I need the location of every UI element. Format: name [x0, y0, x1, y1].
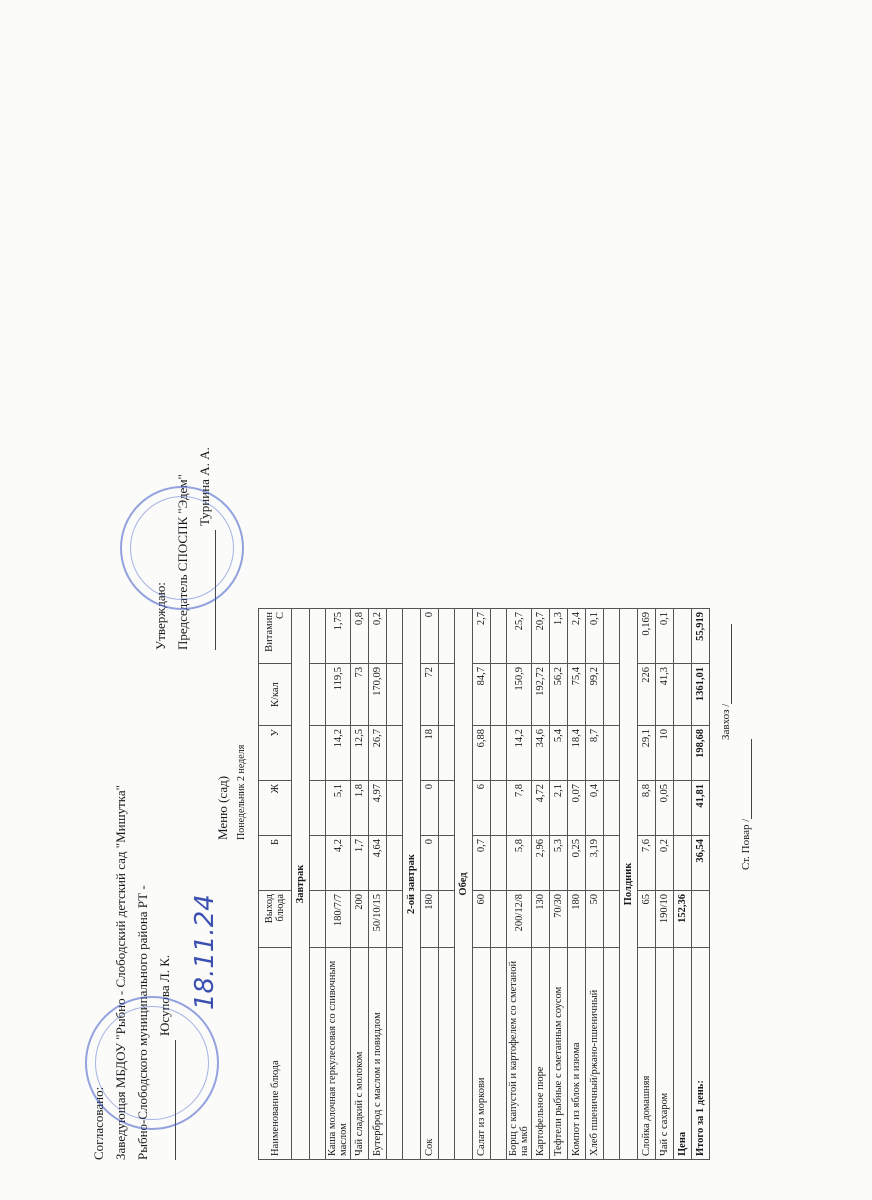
- empty-cell: [387, 609, 403, 664]
- carbs-cell: 10: [656, 726, 674, 781]
- fat-cell: 4,97: [369, 781, 387, 836]
- fat-cell: 8,8: [638, 781, 656, 836]
- table-row: [586, 609, 604, 1160]
- approval-right-position: Председатель СПОСПК "Эдем": [175, 474, 190, 650]
- protein-cell: 4,64: [369, 836, 387, 891]
- empty-cell: [387, 781, 403, 836]
- approval-left-title: Согласовано:: [91, 1086, 106, 1160]
- col-header-vitamin-c: Витамин С: [259, 609, 292, 664]
- table-row: [326, 609, 351, 1160]
- fat-cell: [674, 781, 692, 836]
- vitamin-c-cell: 2,7: [473, 609, 491, 664]
- vitamin-c-cell: 55,919: [692, 609, 710, 664]
- empty-cell: [604, 609, 620, 664]
- fat-cell: 7,8: [507, 781, 532, 836]
- blank-row: [310, 609, 326, 1160]
- empty-cell: [439, 891, 455, 948]
- col-header-protein: Б: [259, 836, 292, 891]
- dish-name: Чай сладкий с молоком: [351, 948, 369, 1160]
- footer-zavhoz-label: Завхоз: [720, 709, 732, 740]
- price-row: [674, 609, 692, 1160]
- section-row: [403, 609, 421, 1160]
- approval-right-title: Утверждаю:: [153, 582, 168, 650]
- dish-output: 50: [586, 891, 604, 948]
- empty-cell: [491, 948, 507, 1160]
- dish-name: Салат из моркови: [473, 948, 491, 1160]
- carbs-cell: 29,1: [638, 726, 656, 781]
- dish-name: Бутерброд с маслом и повидлом: [369, 948, 387, 1160]
- carbs-cell: [674, 726, 692, 781]
- empty-cell: [604, 726, 620, 781]
- empty-cell: [491, 836, 507, 891]
- kcal-cell: 75,4: [568, 664, 586, 726]
- table-row: [421, 609, 439, 1160]
- empty-cell: [387, 948, 403, 1160]
- empty-cell: [439, 664, 455, 726]
- kcal-cell: 119,5: [326, 664, 351, 726]
- vitamin-c-cell: 2,4: [568, 609, 586, 664]
- dish-name: Хлеб пшеничный/ржано-пшеничный: [586, 948, 604, 1160]
- menu-table-body: [292, 609, 710, 1160]
- menu-document: [80, 370, 800, 1170]
- section-title: 2-ой завтрак: [403, 609, 421, 1160]
- empty-cell: [387, 891, 403, 948]
- table-row: [568, 609, 586, 1160]
- vitamin-c-cell: 25,7: [507, 609, 532, 664]
- kcal-cell: [674, 664, 692, 726]
- fat-cell: 2,1: [550, 781, 568, 836]
- vitamin-c-cell: 1,3: [550, 609, 568, 664]
- dish-output: 50/10/15: [369, 891, 387, 948]
- dish-output: 180/7/7: [326, 891, 351, 948]
- protein-cell: 3,19: [586, 836, 604, 891]
- kcal-cell: 150,9: [507, 664, 532, 726]
- empty-cell: [310, 836, 326, 891]
- protein-cell: 0,2: [656, 836, 674, 891]
- dish-name: Компот из яблок и изюма: [568, 948, 586, 1160]
- kcal-cell: 73: [351, 664, 369, 726]
- table-row: [369, 609, 387, 1160]
- empty-cell: [387, 664, 403, 726]
- empty-cell: [491, 609, 507, 664]
- table-header-row: [259, 609, 292, 1160]
- kcal-cell: 41,3: [656, 664, 674, 726]
- empty-cell: [604, 891, 620, 948]
- dish-output: 65: [638, 891, 656, 948]
- col-header-name: Наименование блюда: [259, 948, 292, 1160]
- empty-cell: [491, 781, 507, 836]
- dish-output: 200/12/8: [507, 891, 532, 948]
- dish-output: [692, 891, 710, 948]
- empty-cell: [491, 726, 507, 781]
- signature-line: [731, 624, 732, 704]
- carbs-cell: 198,68: [692, 726, 710, 781]
- carbs-cell: 26,7: [369, 726, 387, 781]
- dish-output: 152,36: [674, 891, 692, 948]
- empty-cell: [439, 836, 455, 891]
- fat-cell: 5,1: [326, 781, 351, 836]
- section-row: [292, 609, 310, 1160]
- vitamin-c-cell: [674, 609, 692, 664]
- dish-name: Слойка домашняя: [638, 948, 656, 1160]
- empty-cell: [604, 664, 620, 726]
- empty-cell: [387, 836, 403, 891]
- menu-week: Понедельник 2 неделя: [236, 744, 247, 840]
- footer-cook: Ст. Повар /: [740, 735, 752, 870]
- carbs-cell: 18: [421, 726, 439, 781]
- empty-cell: [310, 609, 326, 664]
- table-row: [532, 609, 550, 1160]
- empty-cell: [439, 609, 455, 664]
- table-row: [507, 609, 532, 1160]
- col-header-carbs: У: [259, 726, 292, 781]
- fat-cell: 4,72: [532, 781, 550, 836]
- section-row: [455, 609, 473, 1160]
- section-row: [620, 609, 638, 1160]
- protein-cell: 1,7: [351, 836, 369, 891]
- col-header-kcal: К/кал: [259, 664, 292, 726]
- kcal-cell: 84,7: [473, 664, 491, 726]
- fat-cell: 41,81: [692, 781, 710, 836]
- empty-cell: [310, 664, 326, 726]
- kcal-cell: 170,09: [369, 664, 387, 726]
- approval-left-position: Заведующая МБДОУ "Рыбно - Слободский детский сад "Мишутка": [113, 785, 128, 1160]
- kcal-cell: 56,2: [550, 664, 568, 726]
- approval-right-signer: Турнина А. А.: [197, 447, 212, 526]
- dish-output: 190/10: [656, 891, 674, 948]
- empty-cell: [310, 891, 326, 948]
- vitamin-c-cell: 0,169: [638, 609, 656, 664]
- table-row: [473, 609, 491, 1160]
- section-title: Полдник: [620, 609, 638, 1160]
- kcal-cell: 72: [421, 664, 439, 726]
- blank-row: [491, 609, 507, 1160]
- menu-table: [258, 608, 710, 1160]
- empty-cell: [604, 948, 620, 1160]
- carbs-cell: 14,2: [326, 726, 351, 781]
- empty-cell: [604, 836, 620, 891]
- protein-cell: 0,25: [568, 836, 586, 891]
- protein-cell: 36,54: [692, 836, 710, 891]
- protein-cell: 5,3: [550, 836, 568, 891]
- dish-name: Чай с сахаром: [656, 948, 674, 1160]
- carbs-cell: 34,6: [532, 726, 550, 781]
- vitamin-c-cell: 0: [421, 609, 439, 664]
- dish-output: 130: [532, 891, 550, 948]
- total-row: [692, 609, 710, 1160]
- dish-output: 180: [421, 891, 439, 948]
- carbs-cell: 8,7: [586, 726, 604, 781]
- vitamin-c-cell: 0,8: [351, 609, 369, 664]
- fat-cell: 1,8: [351, 781, 369, 836]
- carbs-cell: 12,5: [351, 726, 369, 781]
- empty-cell: [439, 781, 455, 836]
- fat-cell: 0,07: [568, 781, 586, 836]
- protein-cell: 5,8: [507, 836, 532, 891]
- protein-cell: 7,6: [638, 836, 656, 891]
- approval-left-district: Рыбно-Слободского муниципального района РТ -: [135, 885, 150, 1160]
- dish-output: 180: [568, 891, 586, 948]
- fat-cell: 0,05: [656, 781, 674, 836]
- protein-cell: 0,7: [473, 836, 491, 891]
- fat-cell: 0,4: [586, 781, 604, 836]
- menu-title: Меню (сад): [215, 775, 230, 840]
- dish-name: Борщ с капустой и картофелем со сметаной на мкб: [507, 948, 532, 1160]
- kcal-cell: 1361,01: [692, 664, 710, 726]
- dish-name: Каша молочная геркулесовая со сливочным маслом: [326, 948, 351, 1160]
- dish-output: 60: [473, 891, 491, 948]
- vitamin-c-cell: 0,1: [656, 609, 674, 664]
- dish-name: Картофельное пюре: [532, 948, 550, 1160]
- vitamin-c-cell: 0,1: [586, 609, 604, 664]
- vitamin-c-cell: 20,7: [532, 609, 550, 664]
- empty-cell: [439, 726, 455, 781]
- fat-cell: 6: [473, 781, 491, 836]
- carbs-cell: 14,2: [507, 726, 532, 781]
- round-seal-right: [120, 486, 244, 610]
- empty-cell: [491, 664, 507, 726]
- empty-cell: [491, 891, 507, 948]
- empty-cell: [604, 781, 620, 836]
- signature-line: [751, 739, 752, 819]
- approval-left-signer: Юсупова Л. К.: [157, 954, 172, 1036]
- dish-name: Итого за 1 день:: [692, 948, 710, 1160]
- handwritten-date: 18.11.24: [190, 894, 220, 1010]
- col-header-output: Выход блюда: [259, 891, 292, 948]
- dish-name: Сок: [421, 948, 439, 1160]
- table-row: [656, 609, 674, 1160]
- fat-cell: 0: [421, 781, 439, 836]
- footer-zavhoz: Завхоз /: [720, 620, 732, 740]
- section-title: Завтрак: [292, 609, 310, 1160]
- section-title: Обед: [455, 609, 473, 1160]
- blank-row: [387, 609, 403, 1160]
- footer-cook-label: Ст. Повар: [740, 824, 752, 870]
- carbs-cell: 5,4: [550, 726, 568, 781]
- vitamin-c-cell: 1,75: [326, 609, 351, 664]
- empty-cell: [310, 948, 326, 1160]
- table-row: [550, 609, 568, 1160]
- vitamin-c-cell: 0,2: [369, 609, 387, 664]
- protein-cell: 2,96: [532, 836, 550, 891]
- kcal-cell: 99,2: [586, 664, 604, 726]
- dish-name: Тефтели рыбные с сметанным соусом: [550, 948, 568, 1160]
- kcal-cell: 226: [638, 664, 656, 726]
- table-row: [351, 609, 369, 1160]
- empty-cell: [387, 726, 403, 781]
- blank-row: [604, 609, 620, 1160]
- round-seal-left: [85, 996, 219, 1130]
- protein-cell: 4,2: [326, 836, 351, 891]
- col-header-fat: Ж: [259, 781, 292, 836]
- empty-cell: [310, 781, 326, 836]
- kcal-cell: 192,72: [532, 664, 550, 726]
- dish-name: Цена: [674, 948, 692, 1160]
- dish-output: 200: [351, 891, 369, 948]
- empty-cell: [439, 948, 455, 1160]
- protein-cell: [674, 836, 692, 891]
- carbs-cell: 6,88: [473, 726, 491, 781]
- blank-row: [439, 609, 455, 1160]
- table-row: [638, 609, 656, 1160]
- protein-cell: 0: [421, 836, 439, 891]
- empty-cell: [310, 726, 326, 781]
- dish-output: 70/30: [550, 891, 568, 948]
- carbs-cell: 18,4: [568, 726, 586, 781]
